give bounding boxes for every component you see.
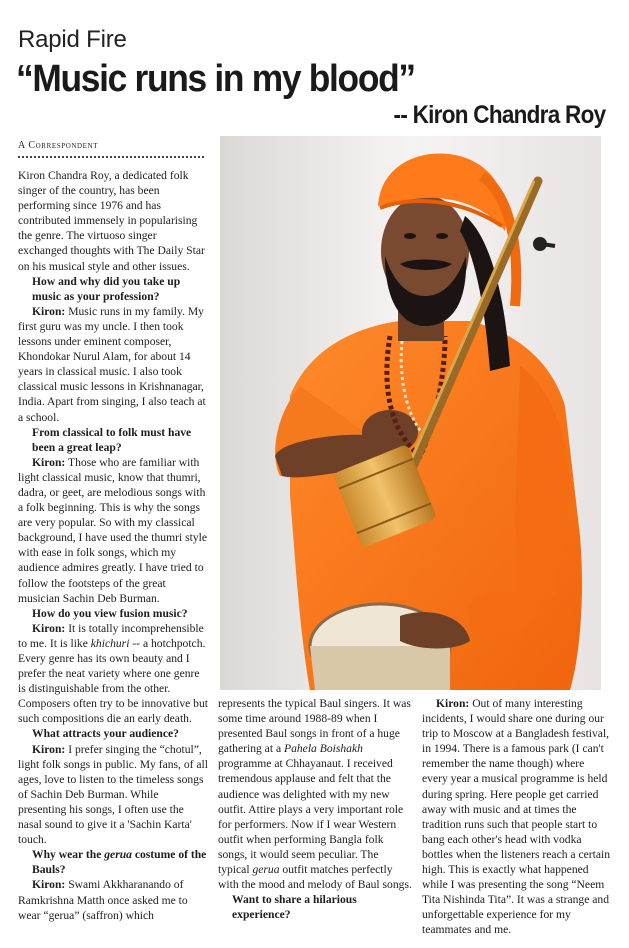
italic-term: gerua [252, 863, 280, 877]
question-text: costume of the Bauls? [32, 848, 207, 877]
headline: “Music runs in my blood” [16, 58, 415, 100]
byline: A Correspondent [18, 140, 99, 151]
answer-text: outfit matches perfectly with the mood and melody of Baul songs. [218, 863, 412, 892]
italic-term: Pahela Boishakh [284, 742, 363, 756]
portrait-photo [220, 136, 601, 690]
section-kicker: Rapid Fire [18, 26, 127, 53]
speaker-label: Kiron: [32, 742, 66, 756]
article-column-2 [218, 696, 412, 922]
speaker-label: Kiron: [32, 304, 66, 318]
italic-term: gerua [104, 848, 132, 862]
answer-text: represents the typical Baul singers. It was some time around 1988-89 when I presented Baul songs in front of a huge gathering at a [218, 697, 411, 756]
answer-text: -- a hotchpotch. Every genre has its own beauty and I prefer the neat variety where one genre is distinguishable from the other. Composers often try to be innovative but such compositions die an early death. [18, 636, 208, 726]
speaker-label: Kiron: [32, 455, 66, 469]
article-column-3 [422, 696, 610, 938]
speaker-label: Kiron: [32, 878, 66, 892]
article-column-1 [18, 168, 208, 923]
answer-5-continued [218, 696, 412, 892]
answer-text: Music runs in my family. My first guru was my uncle. I then took lessons under eminent composer, Khondokar Nurul Alam, for about 14 years in classical music. I also took classical music lessons in Krishnanagar, India. Apart from singing, I also teach at a school. [18, 304, 206, 424]
answer-3 [18, 621, 208, 727]
italic-term: khichuri [90, 636, 130, 650]
attribution: -- Kiron Chandra Roy [393, 101, 605, 129]
baul-singer-illustration [220, 136, 601, 690]
answer-text: Swami Akkharanando of Ramkrishna Matth once asked me to wear “gerua” (saffron) which [18, 878, 188, 922]
intro-paragraph: Kiron Chandra Roy, a dedicated folk singer of the country, has been performing since 1976 and has contributed immensely in popularising the genre. The virtuoso singer exchanged thoughts with The Daily Star on his musical style and other issues. [18, 169, 205, 273]
speaker-label: Kiron: [436, 697, 470, 710]
question-text: Why wear the [32, 848, 105, 862]
question-6: Want to share a hilarious experience? [232, 893, 357, 922]
question-1: How and why did you take up music as your profession? [32, 274, 181, 303]
answer-2 [18, 455, 208, 606]
speaker-label: Kiron: [32, 621, 66, 635]
dotted-rule [18, 156, 204, 158]
question-3: How do you view fusion music? [32, 606, 188, 620]
answer-5-start [18, 877, 208, 922]
answer-4 [18, 742, 208, 848]
answer-text: Out of many interesting incidents, I would share one during our trip to Moscow at a Bangladesh festival, in 1994. There is a famous park (I can't remember the name though) where every year a musical programme is held during spring. Here people get carried away with music and at times the tradition runs such that people start to bang each other's head with vodka bottles when the listeners reach a certain high. This is exactly what happened while I was presenting the song “Neem Tita Nishinda Tita”. It was a strange and unforgettable experience for my teammates and me. [422, 697, 610, 937]
answer-1 [18, 304, 208, 425]
question-5 [18, 847, 208, 877]
question-4: What attracts your audience? [32, 727, 179, 741]
question-2: From classical to folk must have been a great leap? [32, 425, 192, 454]
answer-text: I prefer singing the “chotul”, light folk songs in public. My fans, of all ages, love to listen to the timeless songs of Sachin Deb Burman. While presenting his songs, I often use the nasal sound to give it a 'Sachin Karta' touch. [18, 742, 208, 847]
answer-text: programme at Chhayanaut. I received tremendous applause and felt that the audience was delighted with my new outfit. Attire plays a very important role for performers. Now if I wear Western outfit when performing Bangla folk songs, it would seem peculiar. The typical [218, 757, 404, 877]
answer-text: It is totally incomprehensible to me. It is like [18, 621, 204, 650]
answer-6 [422, 696, 610, 938]
answer-text: Those who are familiar with light classical music, know that thumri, dadra, or geet, are melodious songs with a folk beginning. This is why the songs are very popular. So with my classical background, I have used the thumri style with ease in folk songs, which my audience admires greatly. I have tried to follow the footsteps of the great musician Sachin Deb Burman. [18, 455, 207, 605]
